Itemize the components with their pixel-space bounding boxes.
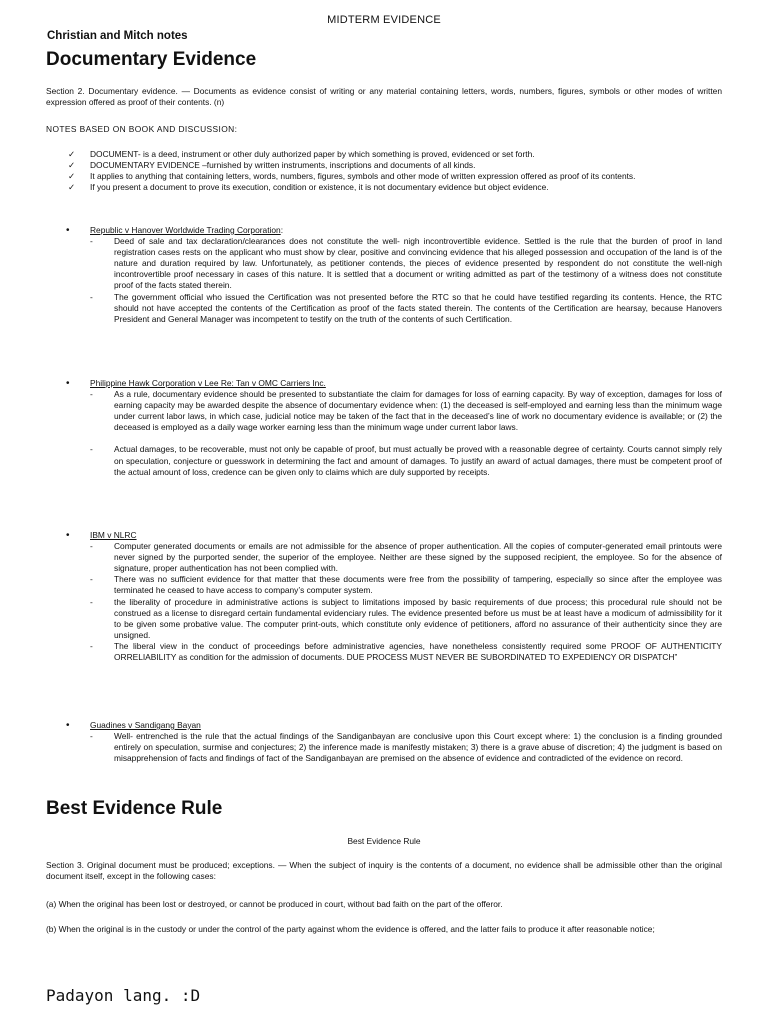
case-title-row [66,225,722,236]
bullet-icon: • [66,720,70,731]
section3-rule-text: Section 3. Original document must be produced; exceptions. — When the subject of inquiry is the contents of a document, no evidence shall be admissible other than the original document itself, except in the following cases: [46,860,722,882]
case-title: Guadines v Sandigang Bayan [90,720,201,730]
dash-icon: - [90,444,93,455]
bullet-icon: • [66,378,70,389]
checkmark-icon: ✓ [68,160,76,171]
dash-icon: - [90,596,93,607]
dash-icon: - [90,236,93,247]
case-point-text: The government official who issued the Certification was not presented before the RTC so that he could have testified regarding its contents. Hence, the RTC should not have accepted the contents of the Certification as proof of the facts stated therein. The contents of the Certification are hearsay, because Hanovers President and General Manager was incompetent to testify on the truth of the contents of such Certification. [114,291,722,324]
check-item-text: DOCUMENT- is a deed, instrument or other duly authorized paper by which something is proved, evidenced or set forth. [90,149,535,159]
dash-icon: - [90,731,93,742]
exception-item-a: (a) When the original has been lost or destroyed, or cannot be produced in court, without bad faith on the part of the offeror. [46,899,503,909]
dash-icon: - [90,541,93,552]
case-guadines-v-sandiganbayan [66,720,722,764]
case-ibm-v-nlrc [66,530,722,663]
dash-icon: - [90,291,93,302]
case-point-text: There was no sufficient evidence for that matter that these documents were free from the possibility of tampering, especially so since after the employee was terminated he ceased to have access to company’s computer system. [114,574,722,596]
case-title: IBM v NLRC [90,530,137,540]
dash-icon: - [90,574,93,585]
check-item [46,160,722,171]
footer-text: Padayon lang. :D [46,986,201,1005]
section2-rule-text: Section 2. Documentary evidence. — Documents as evidence consist of writing or any material containing letters, words, numbers, figures, symbols or other modes of written expression offered as proof of their contents. (n) [46,86,722,108]
checkmark-icon: ✓ [68,182,76,193]
case-point-text: Actual damages, to be recoverable, must not only be capable of proof, but must actually be proved with a reasonable degree of certainty. Courts cannot simply rely on speculation, conjecture or guesswork in determining the fact and amount of damages. To justify an award of actual damages, there must be competent proof of the actual amount of loss, credence can be given only to claims which are duly supported by receipts. [114,444,722,477]
case-point [90,389,722,433]
case-point-text: The liberal view in the conduct of proceedings before administrative agencies, have nonetheless consistently required some PROOF OF AUTHENTICITY ORRELIABILITY as condition for the admission of documents. DUE PROCESS MUST NEVER BE SUBORDINATED TO EXPEDIENCY OR DISPATCH” [114,640,722,663]
section-heading-documentary-evidence: Documentary Evidence [46,49,257,70]
case-point-text: As a rule, documentary evidence should be presented to substantiate the claim for damages for loss of earning capacity. By way of exception, damages for loss of earning capacity may be awarded despite the absence of documentary evidence when: (1) the deceased is self-employed and earning less than the minimum wage under current labor laws, in which case, judicial notice may be taken of the fact that in the deceased’s line of work no documentary evidence is available; or (2) the deceased is employed as a daily wage worker earning less than the minimum wage under current labor laws. [114,389,722,433]
check-item [46,182,722,193]
case-title: Republic v Hanover Worldwide Trading Corporation [90,225,281,235]
case-point [90,574,722,596]
case-point-text: Computer generated documents or emails are not admissible for the absence of proper authentication. All the copies of computer-generated email printouts were never signed by the purported sender, the superior of the employee. Neither are these signed by the supposed recipient, the employee. So for the absence of signature, proper authentication has not been complied with. [114,541,722,574]
case-point-text: Deed of sale and tax declaration/clearances does not constitute the well- nigh incontrovertible evidence. Settled is the rule that the burden of proof in land registration cases rests on the applicant who must show by clear, positive and convincing evidence that his alleged possession and occupation of the land is of the nature and duration required by law. Unfortunately, as petitioner contends, the pieces of evidence presented by respondent do not constitute the well-nigh incontrovertible proof necessary in cases of this nature. It is settled that a document or writing admitted as part of the testimony of a witness does not constitute proof of the facts stated therein. [114,236,722,291]
bullet-icon: • [66,225,70,236]
case-title-row [66,720,722,731]
case-title: Philippine Hawk Corporation v Lee Re: Tan v OMC Carriers Inc. [90,378,326,388]
case-point [90,731,722,764]
page-header-title: MIDTERM EVIDENCE [327,14,441,26]
check-item-text: It applies to anything that containing letters, words, numbers, figures, symbols and other mode of written expression offered as proof of its contents. [90,171,636,182]
case-point [90,292,722,325]
case-philippine-hawk [66,378,722,478]
case-title-suffix: : [280,225,284,235]
check-item [46,171,722,182]
notes-heading: NOTES BASED ON BOOK AND DISCUSSION: [46,124,238,134]
case-point-text: Well- entrenched is the rule that the actual findings of the Sandiganbayan are conclusive upon this Court except where: 1) the conclusion is a finding grounded entirely on speculation, surmise and conjectures; 2) the inference made is manifestly mistaken; 3) there is a grave abuse of discretion; 4) the judgment is based on misapprehension of facts and findings of fact of the Sandiganbayan are premised on the absence of evidence and contradicted of the evidence on record. [114,731,722,764]
case-title-row [66,530,722,541]
dash-icon: - [90,389,93,400]
checkmark-icon: ✓ [68,171,76,182]
case-point [90,444,722,477]
case-title-row [66,378,722,389]
case-point [90,597,722,641]
case-point [90,236,722,291]
check-item-text: DOCUMENTARY EVIDENCE –furnished by written instruments, inscriptions and documents of all kinds. [90,160,476,171]
notes-checklist [46,149,722,193]
bullet-icon: • [66,530,70,541]
case-republic-v-hanover [66,225,722,325]
checkmark-icon: ✓ [68,149,76,159]
section-heading-best-evidence-rule: Best Evidence Rule [46,798,223,819]
best-evidence-subheading: Best Evidence Rule [347,836,421,846]
notes-author-label: Christian and Mitch notes [47,30,188,42]
case-point [90,541,722,574]
case-point [90,641,722,663]
check-item-text: If you present a document to prove its execution, condition or existence, it is not documentary evidence but object evidence. [90,182,549,193]
check-item [46,149,722,160]
exception-item-b: (b) When the original is in the custody or under the control of the party against whom the evidence is offered, and the latter fails to produce it after reasonable notice; [46,924,655,934]
dash-icon: - [90,640,93,651]
case-point-text: the liberality of procedure in administrative actions is subject to limitations imposed by basic requirements of due process; this procedural rule should not be construed as a license to disregard certain fundamental evidenciary rules. The evidence presented before us must be at least have a modicum of admissibility for it to be given some probative value. The computer print-outs, which constitute only evidence of petitioners, afford no assurance of their authenticity since they are unsigned. [114,596,722,640]
